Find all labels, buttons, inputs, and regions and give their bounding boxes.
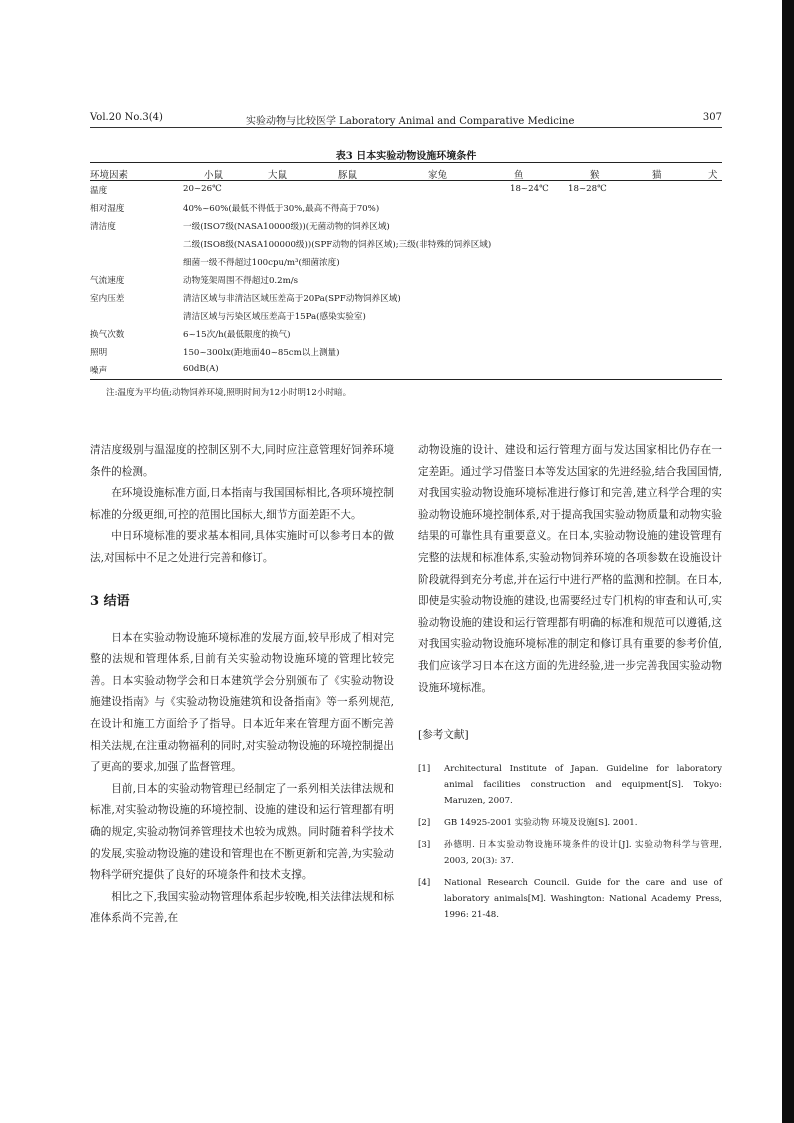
table-row [90, 328, 722, 342]
row-factor: 相对湿度 [90, 204, 125, 214]
body-paragraph: 动物设施的设计、建设和运行管理方面与发达国家相比仍存在一定差距。通过学习借鉴日本等发达国家的先进经验,结合我国国情,对我国实验动物设施环境标准进行修订和完善,建立科学合理的实验动物设施环境控制体系,对于提高我国实验动物质量和动物实验结果的可靠性具有重要意义。在日本,实验动物设施的建设管理有完整的法规和标准体系,实验动物饲养环境的各项参数在设施设计阶段就得到充分考虑,并在运行中进行严格的监测和控制。在日本,即使是实验动物设施的建设,也需要经过专门机构的审查和认可,实验动物设施的建设和运行管理都有明确的标准和规范可以遵循,这对我国实验动物设施环境标准的制定和修订具有重要的参考价值,我们应该学习日本在这方面的先进经验,进一步完善我国实验动物设施环境标准。 [418, 444, 722, 694]
reference-text: GB 14925-2001 实验动物 环境及设施[S]. 2001. [444, 817, 638, 828]
row-value: 20~26℃ [183, 184, 222, 194]
table-top-rule [90, 162, 722, 163]
journal-name: 实验动物与比较医学 Laboratory Animal and Comparative Medicine [246, 116, 575, 127]
page-edge-bar [782, 0, 794, 1123]
running-head [90, 112, 722, 128]
table-row [90, 364, 722, 378]
row-value: 40%~60%(最低不得低于30%,最高不得高于70%) [183, 204, 380, 214]
body-column-right [418, 440, 722, 929]
table-row [90, 292, 722, 306]
row-value: 清洁区域与污染区域压差高于15Pa(感染实验室) [183, 312, 366, 322]
row-factor: 气流速度 [90, 276, 125, 286]
reference-number: [1] [418, 763, 431, 774]
col-header-fish: 鱼 [514, 170, 524, 181]
reference-number: [4] [418, 877, 431, 888]
references-title: [参考文献] [418, 729, 469, 742]
header-rule [90, 127, 722, 128]
col-header-rat: 大鼠 [268, 170, 288, 181]
reference-item [418, 815, 722, 831]
row-value: 150~300lx(距地面40~85cm以上测量) [183, 348, 340, 358]
row-factor: 换气次数 [90, 330, 125, 340]
row-value-monkey: 18~28℃ [568, 184, 607, 194]
table-row [90, 202, 722, 216]
body-paragraph: 中日环境标准的要求基本相同,具体实施时可以参考日本的做法,对国标中不足之处进行完善和修订。 [90, 530, 394, 564]
row-value: 清洁区域与非清洁区域压差高于20Pa(SPF动物饲养区域) [183, 294, 401, 304]
row-value: 二级(ISO8级(NASA100000级))(SPF动物的饲养区域);三级(非特殊的饲养区域) [183, 240, 492, 250]
col-header-mouse: 小鼠 [204, 170, 224, 181]
reference-number: [3] [418, 839, 431, 850]
row-factor: 噪声 [90, 366, 108, 376]
col-header-rabbit: 家兔 [428, 170, 448, 181]
reference-text: National Research Council. Guide for the care and use of laboratory animals[M]. Washington: National Academy Press, 1996: 21-48. [444, 877, 722, 920]
body-paragraph: 清洁度级别与温湿度的控制区别不大,同时应注意管理好饲养环境条件的检测。 [90, 444, 394, 478]
row-value: 一级(ISO7级(NASA10000级))(无菌动物的饲养区域) [183, 222, 390, 232]
reference-item [418, 761, 722, 809]
table-header-rule [90, 180, 722, 181]
row-factor: 室内压差 [90, 294, 125, 304]
page-number: 307 [702, 112, 722, 123]
table-row [90, 256, 722, 270]
row-factor: 清洁度 [90, 222, 116, 232]
row-value: 6~15次/h(最低限度的换气) [183, 330, 291, 340]
body-paragraph: 相比之下,我国实验动物管理体系起步较晚,相关法律法规和标准体系尚不完善,在 [90, 890, 394, 925]
col-header-monkey: 猴 [590, 170, 600, 181]
body-paragraph: 日本在实验动物设施环境标准的发展方面,较早形成了相对完整的法规和管理体系,目前有关实验动物设施环境的管理比较完善。日本实验动物学会和日本建筑学会分别颁布了《实验动物设施建设指南》与《实验动物设施建筑和设备指南》等一系列规范,在设计和施工方面给予了指导。日本近年来在管理方面不断完善相关法规,在注重动物福利的同时,对实验动物设施的环境控制提出了更高的要求,加强了监督管理。 [90, 631, 394, 774]
table-row [90, 274, 722, 288]
col-header-dog: 犬 [708, 170, 718, 181]
reference-number: [2] [418, 817, 431, 828]
table-row [90, 238, 722, 252]
body-column-left [90, 440, 394, 930]
table-note: 注:温度为平均值;动物饲养环境,照明时间为12小时明12小时暗。 [106, 388, 352, 398]
body-paragraph: 目前,日本的实验动物管理已经制定了一系列相关法律法规和标准,对实验动物设施的环境控制、设施的建设和运行管理都有明确的规定,实验动物饲养管理技术也较为成熟。同时随着科学技术的发展,实验动物设施的建设和管理也在不断更新和完善,为实验动物科学研究提供了良好的环境条件和技术支撑。 [90, 782, 394, 882]
col-header-cat: 猫 [652, 170, 662, 181]
table-row [90, 310, 722, 324]
row-factor: 照明 [90, 348, 108, 358]
table-row [90, 220, 722, 234]
table-title: 表3 日本实验动物设施环境条件 [335, 151, 477, 162]
row-factor: 温度 [90, 186, 108, 196]
row-value-fish: 18~24℃ [510, 184, 549, 194]
row-value: 细菌一级不得超过100cpu/m³(细菌浓度) [183, 258, 340, 268]
col-header-factor: 环境因素 [90, 170, 129, 181]
table-header-row [90, 167, 722, 181]
col-header-guinea-pig: 豚鼠 [338, 170, 358, 181]
table-row [90, 184, 722, 198]
reference-item [418, 875, 722, 923]
table-bottom-rule [90, 379, 722, 380]
journal-issue: Vol.20 No.3(4) [90, 112, 163, 123]
section-heading: 3 结语 [90, 593, 130, 609]
reference-item [418, 837, 722, 869]
table-row [90, 346, 722, 360]
reference-text: 孙德明. 日本实验动物设施环境条件的设计[J]. 实验动物科学与管理, 2003, 20(3): 37. [444, 839, 722, 866]
reference-text: Architectural Institute of Japan. Guideline for laboratory animal facilities construction and equipment[S]. Tokyo: Maruzen, 2007. [444, 763, 722, 806]
body-paragraph: 在环境设施标准方面,日本指南与我国国标相比,各项环境控制标准的分级更细,可控的范围比国标大,细节方面差距不大。 [90, 487, 394, 521]
row-value: 动物笼架周围不得超过0.2m/s [183, 276, 299, 286]
row-value: 60dB(A) [183, 364, 219, 374]
